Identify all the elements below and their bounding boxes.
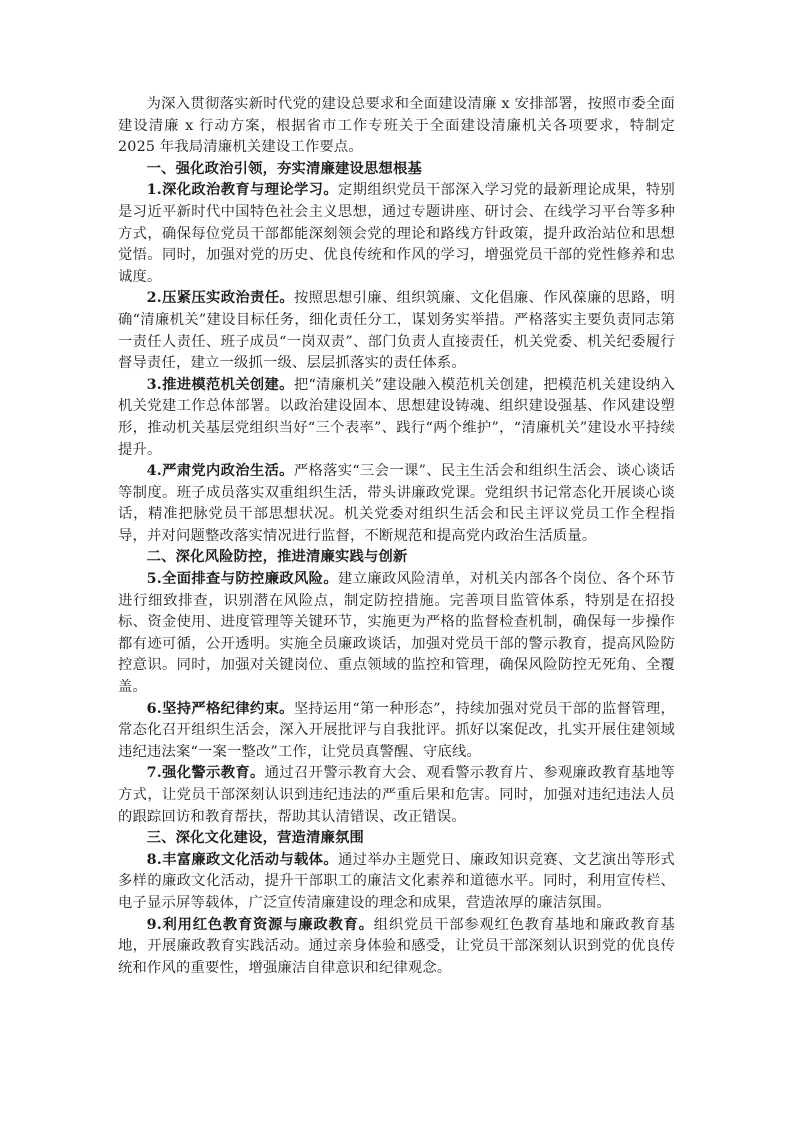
item-lead: 3.推进模范机关创建。 xyxy=(146,376,294,393)
item-text: 坚持运用“第一种形态”，持续加强对党员干部的监督管理，常态化召开组织生活会，深入开展批评与自我批评。抓好以案促改，扎实开展住建领域违纪违法案“一案一整改”工作，让党员真警醒、守底线。 xyxy=(118,700,676,760)
item-paragraph-7 xyxy=(118,763,675,828)
item-lead: 5.全面排查与防控廉政风险。 xyxy=(146,571,338,588)
item-text: 通过举办主题党日、廉政知识竞赛、文艺演出等形式多样的廉政文化活动，提升干部职工的廉洁文化素养和道德水平。同时，利用宣传栏、电子显示屏等载体，广泛宣传清廉建设的理念和成果，营造浓厚的廉洁氛围。 xyxy=(118,851,675,911)
item-lead: 2.压紧压实政治责任。 xyxy=(146,290,295,307)
item-paragraph-9 xyxy=(118,915,675,980)
item-lead: 9.利用红色教育资源与廉政教育。 xyxy=(146,916,374,933)
item-lead: 7.强化警示教育。 xyxy=(146,765,265,782)
item-paragraph-4 xyxy=(118,461,675,547)
item-text: 把“清廉机关”建设融入模范机关创建，把模范机关建设纳入机关党建工作总体部署。以政治建设固本、思想建设铸魂、组织建设强基、作风建设塑形，推动机关基层党组织当好“三个表率”、践行“两个维护”，“清廉机关”建设水平持续提升。 xyxy=(118,376,676,458)
item-lead: 4.严肃党内政治生活。 xyxy=(146,463,294,480)
item-text: 组织党员干部参观红色教育基地和廉政教育基地，开展廉政教育实践活动。通过亲身体验和感受，让党员干部深刻认识到党的优良传统和作风的重要性，增强廉洁自律意识和纪律观念。 xyxy=(118,916,675,976)
section-heading-1: 一、强化政治引领，夯实清廉建设思想根基 xyxy=(146,160,423,177)
item-paragraph-6 xyxy=(118,699,675,764)
item-text: 通过召开警示教育大会、观看警示教育片、参观廉政教育基地等方式，让党员干部深刻认识到违纪违法的严重后果和危害。同时，加强对违纪违法人员的跟踪回访和教育帮扶，帮助其认清错误、改正错误。 xyxy=(118,765,675,825)
item-text: 建立廉政风险清单，对机关内部各个岗位、各个环节进行细致排查，识别潜在风险点，制定防控措施。完善项目监管体系，特别是在招投标、资金使用、进度管理等关键环节，实施更为严格的监督检查机制，确保每一步操作都有迹可循，公开透明。实施全员廉政谈话，加强对党员干部的警示教育，提高风险防控意识。同时，加强对关键岗位、重点领域的监控和管理，确保风险防控无死角、全覆盖。 xyxy=(118,571,675,696)
section-heading-3: 三、深化文化建设，营造清廉氛围 xyxy=(146,830,365,847)
item-lead: 1.深化政治教育与理论学习。 xyxy=(146,182,338,199)
item-lead: 6.坚持严格纪律约束。 xyxy=(146,700,294,717)
item-text: 定期组织党员干部深入学习党的最新理论成果，特别是习近平新时代中国特色社会主义思想，通过专题讲座、研讨会、在线学习平台等多种方式，确保每位党员干部都能深刻领会党的理论和路线方针政策，提升政治站位和思想觉悟。同时，加强对党的历史、优良传统和作风的学习，增强党员干部的党性修养和忠诚度。 xyxy=(118,182,675,285)
intro-paragraph: 为深入贯彻落实新时代党的建设总要求和全面建设清廉 x 安排部署，按照市委全面建设清廉 x 行动方案，根据省市工作专班关于全面建设清廉机关各项要求，特制定 2025 年我局清廉机关建设工作要点。 xyxy=(118,96,675,156)
item-text: 按照思想引廉、组织筑廉、文化倡廉、作风葆廉的思路，明确“清廉机关”建设目标任务，细化责任分工，谋划务实举措。严格落实主要负责同志第一责任人责任、班子成员“一岗双责”、部门负责人直接责任，机关党委、机关纪委履行督导责任，建立一级抓一级、层层抓落实的责任体系。 xyxy=(118,290,675,372)
item-lead: 8.丰富廉政文化活动与载体。 xyxy=(146,851,338,868)
item-paragraph-1 xyxy=(118,180,675,288)
section-heading-2: 二、深化风险防控，推进清廉实践与创新 xyxy=(146,549,408,566)
item-paragraph-5 xyxy=(118,569,675,699)
item-text: 严格落实“三会一课”、民主生活会和组织生活会、谈心谈话等制度。班子成员落实双重组织生活，带头讲廉政党课。党组织书记常态化开展谈心谈话，精准把脉党员干部思想状况。机关党委对组织生活会和民主评议党员工作全程指导，并对问题整改落实情况进行监督，不断规范和提高党内政治生活质量。 xyxy=(118,463,676,544)
item-paragraph-8 xyxy=(118,850,675,915)
item-paragraph-3 xyxy=(118,375,675,461)
item-paragraph-2 xyxy=(118,288,675,374)
